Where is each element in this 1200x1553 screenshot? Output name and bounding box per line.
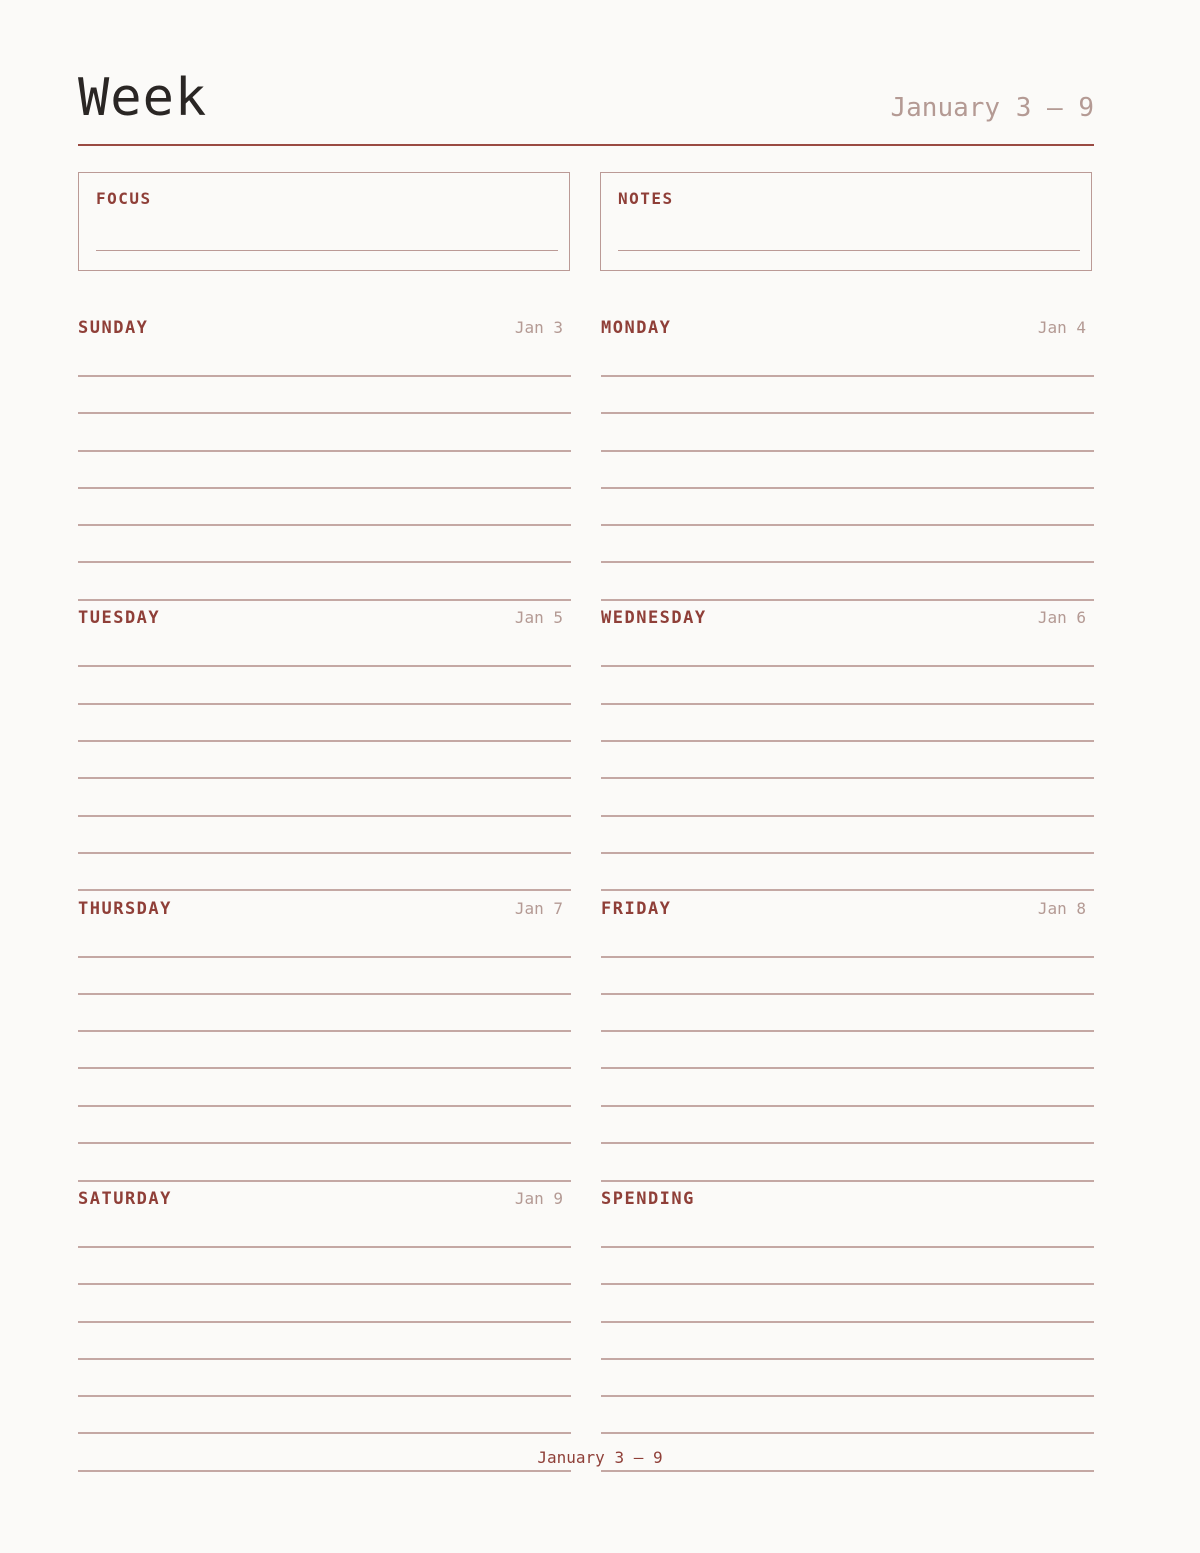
writing-line[interactable]	[78, 1105, 571, 1107]
notes-line	[618, 250, 1080, 251]
writing-line[interactable]	[78, 1432, 571, 1434]
title-rule	[78, 144, 1094, 146]
writing-line[interactable]	[601, 375, 1094, 377]
day-name: THURSDAY	[78, 899, 172, 919]
writing-line[interactable]	[78, 993, 571, 995]
writing-line[interactable]	[601, 956, 1094, 958]
writing-line[interactable]	[601, 450, 1094, 452]
writing-line[interactable]	[78, 889, 571, 891]
writing-line[interactable]	[601, 524, 1094, 526]
writing-line[interactable]	[601, 1246, 1094, 1248]
writing-line[interactable]	[78, 1283, 571, 1285]
writing-line[interactable]	[78, 1030, 571, 1032]
day-date: Jan 7	[514, 899, 563, 918]
writing-line[interactable]	[601, 740, 1094, 742]
writing-line[interactable]	[601, 1395, 1094, 1397]
writing-line[interactable]	[601, 889, 1094, 891]
day-name: TUESDAY	[78, 608, 161, 628]
writing-line[interactable]	[601, 412, 1094, 414]
writing-line[interactable]	[601, 487, 1094, 489]
writing-line[interactable]	[78, 1395, 571, 1397]
writing-line[interactable]	[601, 561, 1094, 563]
writing-line[interactable]	[601, 1067, 1094, 1069]
notes-label: NOTES	[618, 189, 674, 208]
writing-line[interactable]	[78, 412, 571, 414]
footer-date-range: January 3 – 9	[533, 1448, 666, 1467]
day-date: Jan 6	[1037, 608, 1086, 627]
writing-line[interactable]	[601, 1321, 1094, 1323]
focus-label: FOCUS	[96, 189, 152, 208]
day-name: MONDAY	[601, 318, 672, 338]
writing-line[interactable]	[601, 1432, 1094, 1434]
writing-line[interactable]	[78, 777, 571, 779]
writing-line[interactable]	[78, 487, 571, 489]
writing-line[interactable]	[601, 815, 1094, 817]
section-name: SPENDING	[601, 1189, 695, 1209]
day-date: Jan 5	[514, 608, 563, 627]
writing-line[interactable]	[78, 1358, 571, 1360]
day-name: SATURDAY	[78, 1189, 172, 1209]
day-date: Jan 8	[1037, 899, 1086, 918]
day-date: Jan 3	[514, 318, 563, 337]
writing-line[interactable]	[78, 852, 571, 854]
writing-line[interactable]	[78, 1321, 571, 1323]
date-range: January 3 – 9	[890, 93, 1094, 123]
writing-line[interactable]	[601, 703, 1094, 705]
writing-line[interactable]	[601, 1180, 1094, 1182]
writing-line[interactable]	[601, 852, 1094, 854]
day-name: FRIDAY	[601, 899, 672, 919]
day-date: Jan 9	[514, 1189, 563, 1208]
day-name: WEDNESDAY	[601, 608, 707, 628]
writing-line[interactable]	[78, 665, 571, 667]
writing-line[interactable]	[601, 1105, 1094, 1107]
writing-line[interactable]	[78, 561, 571, 563]
writing-line[interactable]	[78, 956, 571, 958]
writing-line[interactable]	[78, 740, 571, 742]
writing-line[interactable]	[78, 1067, 571, 1069]
writing-line[interactable]	[78, 1142, 571, 1144]
writing-line[interactable]	[601, 1142, 1094, 1144]
writing-line[interactable]	[78, 703, 571, 705]
writing-line[interactable]	[601, 1283, 1094, 1285]
notes-box[interactable]	[600, 172, 1092, 271]
writing-line[interactable]	[601, 777, 1094, 779]
focus-line	[96, 250, 558, 251]
day-date: Jan 4	[1037, 318, 1086, 337]
writing-line[interactable]	[601, 665, 1094, 667]
writing-line[interactable]	[78, 815, 571, 817]
writing-line[interactable]	[78, 1246, 571, 1248]
page-title: Week	[78, 68, 208, 128]
day-name: SUNDAY	[78, 318, 149, 338]
writing-line[interactable]	[78, 450, 571, 452]
writing-line[interactable]	[601, 993, 1094, 995]
footer	[0, 1448, 1200, 1468]
writing-line[interactable]	[601, 599, 1094, 601]
writing-line[interactable]	[601, 1358, 1094, 1360]
writing-line[interactable]	[78, 524, 571, 526]
focus-box[interactable]	[78, 172, 570, 271]
writing-line[interactable]	[601, 1030, 1094, 1032]
writing-line[interactable]	[78, 375, 571, 377]
writing-line[interactable]	[601, 1470, 1094, 1472]
writing-line[interactable]	[78, 1180, 571, 1182]
writing-line[interactable]	[78, 1470, 571, 1472]
writing-line[interactable]	[78, 599, 571, 601]
